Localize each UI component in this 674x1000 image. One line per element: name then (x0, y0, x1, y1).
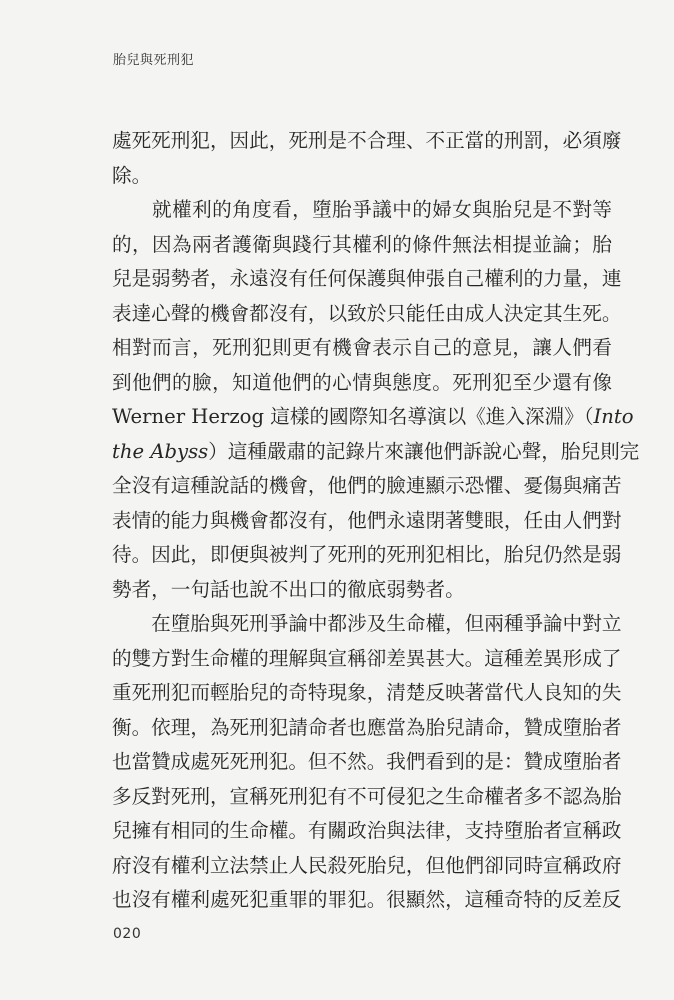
text-line: 也沒有權利處死犯重罪的罪犯。很顯然，這種奇特的反差反 (112, 888, 622, 911)
text-line: 兒是弱勢者，永遠沒有任何保護與伸張自己權利的力量，連 (112, 267, 622, 290)
text-segment: ）這種嚴肅的記錄片來讓他們訴說心聲，胎兒則完 (208, 439, 640, 463)
text-line: 勢者，一句話也說不出口的徹底弱勢者。 (112, 577, 465, 601)
text-line: 也當贊成處死死刑犯。但不然。我們看到的是：贊成墮胎者 (112, 750, 622, 773)
text-line: 處死死刑犯，因此，死刑是不合理、不正當的刑罰，必須廢 (112, 129, 622, 152)
text-line: 衡。依理，為死刑犯請命者也應當為胎兒請命，贊成墮胎者 (112, 715, 622, 739)
text-line: 的，因為兩者護衛與踐行其權利的條件無法相提並論；胎 (112, 232, 612, 256)
text-line-mixed (112, 435, 640, 470)
text-line: 相對而言，死刑犯則更有機會表示自己的意見，讓人們看 (112, 336, 612, 359)
text-line: 兒擁有相同的生命權。有關政治與法律，支持墮胎者宣稱政 (112, 819, 622, 842)
italic-title-segment: the Abyss (112, 439, 209, 463)
text-line-mixed (112, 400, 634, 435)
text-line: 的雙方對生命權的理解與宣稱卻差異甚大。這種差異形成了 (112, 646, 622, 670)
running-header: 胎兒與死刑犯 (113, 53, 195, 68)
text-segment: Werner Herzog 這樣的國際知名導演以《進入深淵》（ (112, 405, 594, 428)
text-line: 全沒有這種說話的機會，他們的臉連顯示恐懼、憂傷與痛苦 (112, 474, 622, 497)
text-line: 待。因此，即便與被判了死刑的死刑犯相比，胎兒仍然是弱 (112, 543, 622, 566)
italic-title-segment: Into (593, 405, 634, 428)
text-line: 除。 (112, 163, 152, 187)
body-text (112, 124, 640, 918)
text-line: 到他們的臉，知道他們的心情與態度。死刑犯至少還有像 (112, 370, 612, 394)
text-line: 多反對死刑，宣稱死刑犯有不可侵犯之生命權者多不認為胎 (112, 784, 622, 808)
text-line: 表情的能力與機會都沒有，他們永遠閉著雙眼，任由人們對 (112, 508, 622, 532)
text-line: 表達心聲的機會都沒有，以致於只能任由成人決定其生死。 (112, 301, 622, 325)
text-line: 重死刑犯而輕胎兒的奇特現象，清楚反映著當代人良知的失 (112, 681, 622, 704)
text-line: 在墮胎與死刑爭論中都涉及生命權，但兩種爭論中對立 (112, 612, 622, 635)
text-line: 府沒有權利立法禁止人民殺死胎兒，但他們卻同時宣稱政府 (112, 853, 622, 877)
text-line: 就權利的角度看，墮胎爭議中的婦女與胎兒是不對等 (112, 198, 612, 221)
page-number: 020 (113, 926, 142, 942)
